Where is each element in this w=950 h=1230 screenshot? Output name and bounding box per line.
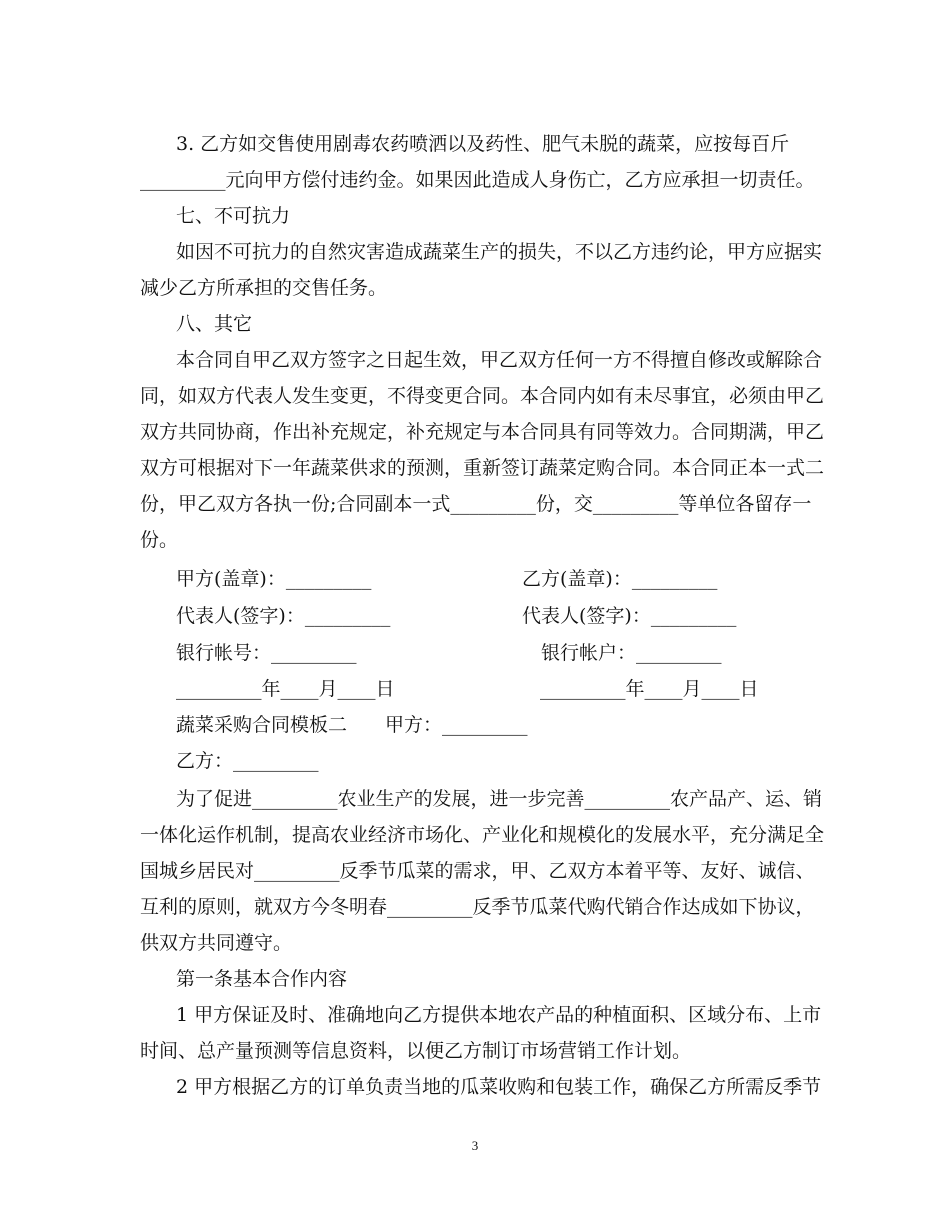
party-a-bank-account: 银行帐号：_________ <box>176 642 357 664</box>
section-8-line-2: 同，如双方代表人发生变更，不得变更合同。本合同内如有未尽事宜，必须由甲乙 <box>140 385 825 407</box>
section-8-line-6: 份。 <box>140 529 179 551</box>
preamble-line-4: 互利的原则，就双方今冬明春_________反季节瓜菜代购代销合作达成如下协议， <box>140 896 815 918</box>
clause-3-line-1: 3. 乙方如交售使用剧毒农药喷洒以及药性、肥气未脱的蔬菜，应按每百斤 <box>176 133 790 155</box>
article-1-item-2-line-1: 2 甲方根据乙方的订单负责当地的瓜菜收购和包装工作，确保乙方所需反季节 <box>176 1076 822 1098</box>
clause-3-line-2: _________元向甲方偿付违约金。如果因此造成人身伤亡，乙方应承担一切责任。 <box>140 169 815 191</box>
preamble-line-1: 为了促进_________农业生产的发展，进一步完善_________农产品产、运、销 <box>176 788 823 810</box>
party-b-representative: 代表人(签字)：_________ <box>522 605 737 627</box>
party-a-representative: 代表人(签字)：_________ <box>176 605 391 627</box>
section-7-line-1: 如因不可抗力的自然灾害造成蔬菜生产的损失，不以乙方违约论，甲方应据实 <box>176 241 823 263</box>
article-1-heading: 第一条基本合作内容 <box>176 968 348 990</box>
party-a-seal: 甲方(盖章)：_________ <box>176 568 372 590</box>
section-7-line-2: 减少乙方所承担的交售任务。 <box>140 277 388 299</box>
section-8-line-1: 本合同自甲乙双方签字之日起生效，甲乙双方任何一方不得擅自修改或解除合 <box>176 349 823 371</box>
party-b-seal: 乙方(盖章)：_________ <box>522 568 718 590</box>
article-1-item-1-line-2: 时间、总产量预测等信息资料，以便乙方制订市场营销工作计划。 <box>140 1040 692 1062</box>
section-8-line-3: 双方共同协商，作出补充规定，补充规定与本合同具有同等效力。合同期满，甲乙 <box>140 421 825 443</box>
section-7-heading: 七、不可抗力 <box>176 205 291 227</box>
article-1-item-1-line-1: 1 甲方保证及时、准确地向乙方提供本地农产品的种植面积、区域分布、上市 <box>176 1004 822 1026</box>
preamble-line-2: 一体化运作机制，提高农业经济市场化、产业化和规模化的发展水平，充分满足全 <box>140 824 825 846</box>
section-8-line-4: 双方可根据对下一年蔬菜供求的预测，重新签订蔬菜定购合同。本合同正本一式二 <box>140 457 825 479</box>
preamble-line-5: 供双方共同遵守。 <box>140 932 293 954</box>
preamble-line-3: 国城乡居民对_________反季节瓜菜的需求，甲、乙双方本着平等、友好、诚信、 <box>140 860 815 882</box>
template-2-party-b: 乙方：_________ <box>176 750 319 772</box>
section-8-heading: 八、其它 <box>176 313 253 335</box>
page-number: 3 <box>471 1138 479 1153</box>
template-2-title: 蔬菜采购合同模板二 甲方：_________ <box>176 714 528 736</box>
party-b-bank-account: 银行帐户：_________ <box>541 642 722 664</box>
party-a-date: _________年____月____日 <box>176 678 395 700</box>
party-b-date: _________年____月____日 <box>540 678 759 700</box>
section-8-line-5: 份，甲乙双方各执一份;合同副本一式_________份，交_________等单位各留存一 <box>140 493 812 515</box>
